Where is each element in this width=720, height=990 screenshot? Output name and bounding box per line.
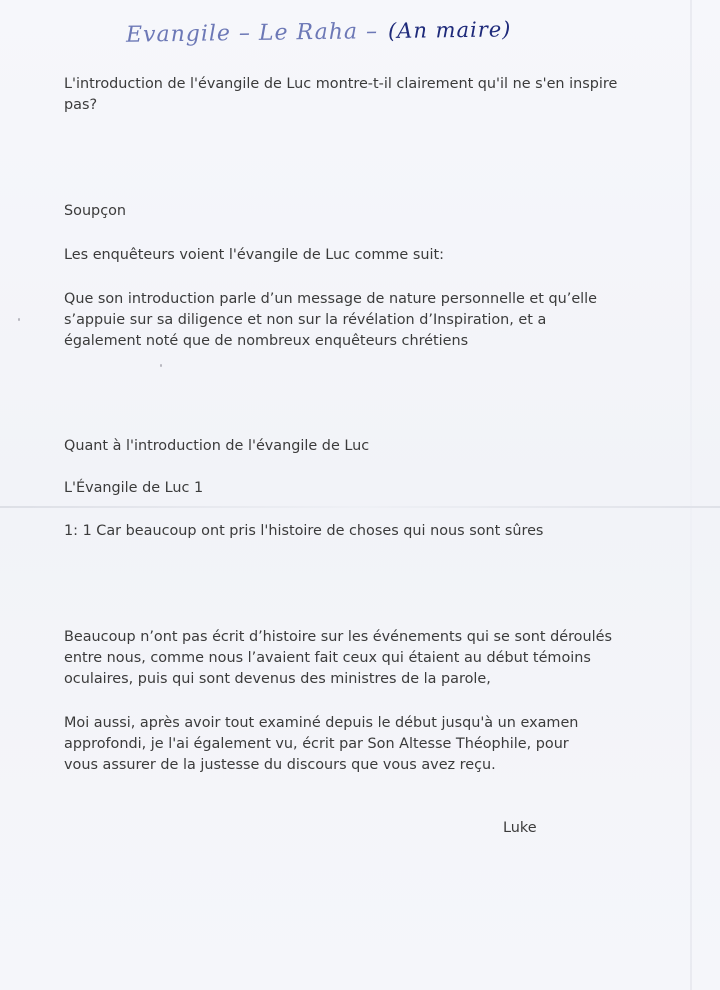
handwritten-note: (An maire)	[387, 17, 512, 44]
paper-fold-vertical	[690, 0, 692, 990]
verse-1-3-paragraph: Moi aussi, après avoir tout examiné depuis le début jusqu'à un examen approfondi, je l'ai également vu, écrit par Son Altesse Théophile, pour vous assurer de la justesse du discours que vous avez reçu.	[64, 715, 579, 773]
signature: Luke	[503, 820, 537, 836]
handwritten-header	[126, 17, 512, 47]
intro-paragraph: Les enquêteurs voient l'évangile de Luc comme suit:	[64, 247, 444, 263]
paper-speck	[160, 364, 162, 367]
verse-1-1: 1: 1 Car beaucoup ont pris l'histoire de choses qui nous sont sûres	[64, 523, 544, 539]
section-heading: Quant à l'introduction de l'évangile de Luc	[64, 438, 370, 454]
verse-1-2-paragraph: Beaucoup n’ont pas écrit d’histoire sur les événements qui se sont déroulés entre nous, comme nous l’avaient fait ceux qui étaient au début témoins oculaires, puis qui sont devenus des ministres de la parole,	[64, 629, 612, 687]
question-paragraph: L'introduction de l'évangile de Luc montre-t-il clairement qu'il ne s'en inspire pas?	[64, 76, 618, 113]
handwritten-title: Evangile – Le Raha –	[125, 19, 379, 48]
chapter-reference: L'Évangile de Luc 1	[64, 480, 204, 496]
paper-speck	[18, 318, 20, 321]
heading-soupcon: Soupçon	[64, 203, 127, 219]
suspicion-paragraph: Que son introduction parle d’un message de nature personnelle et qu’elle s’appuie sur sa diligence et non sur la révélation d’Inspiration, et a également noté que de nombreux enquêteurs chrétiens	[64, 291, 598, 349]
paper-fold-horizontal	[0, 506, 720, 508]
